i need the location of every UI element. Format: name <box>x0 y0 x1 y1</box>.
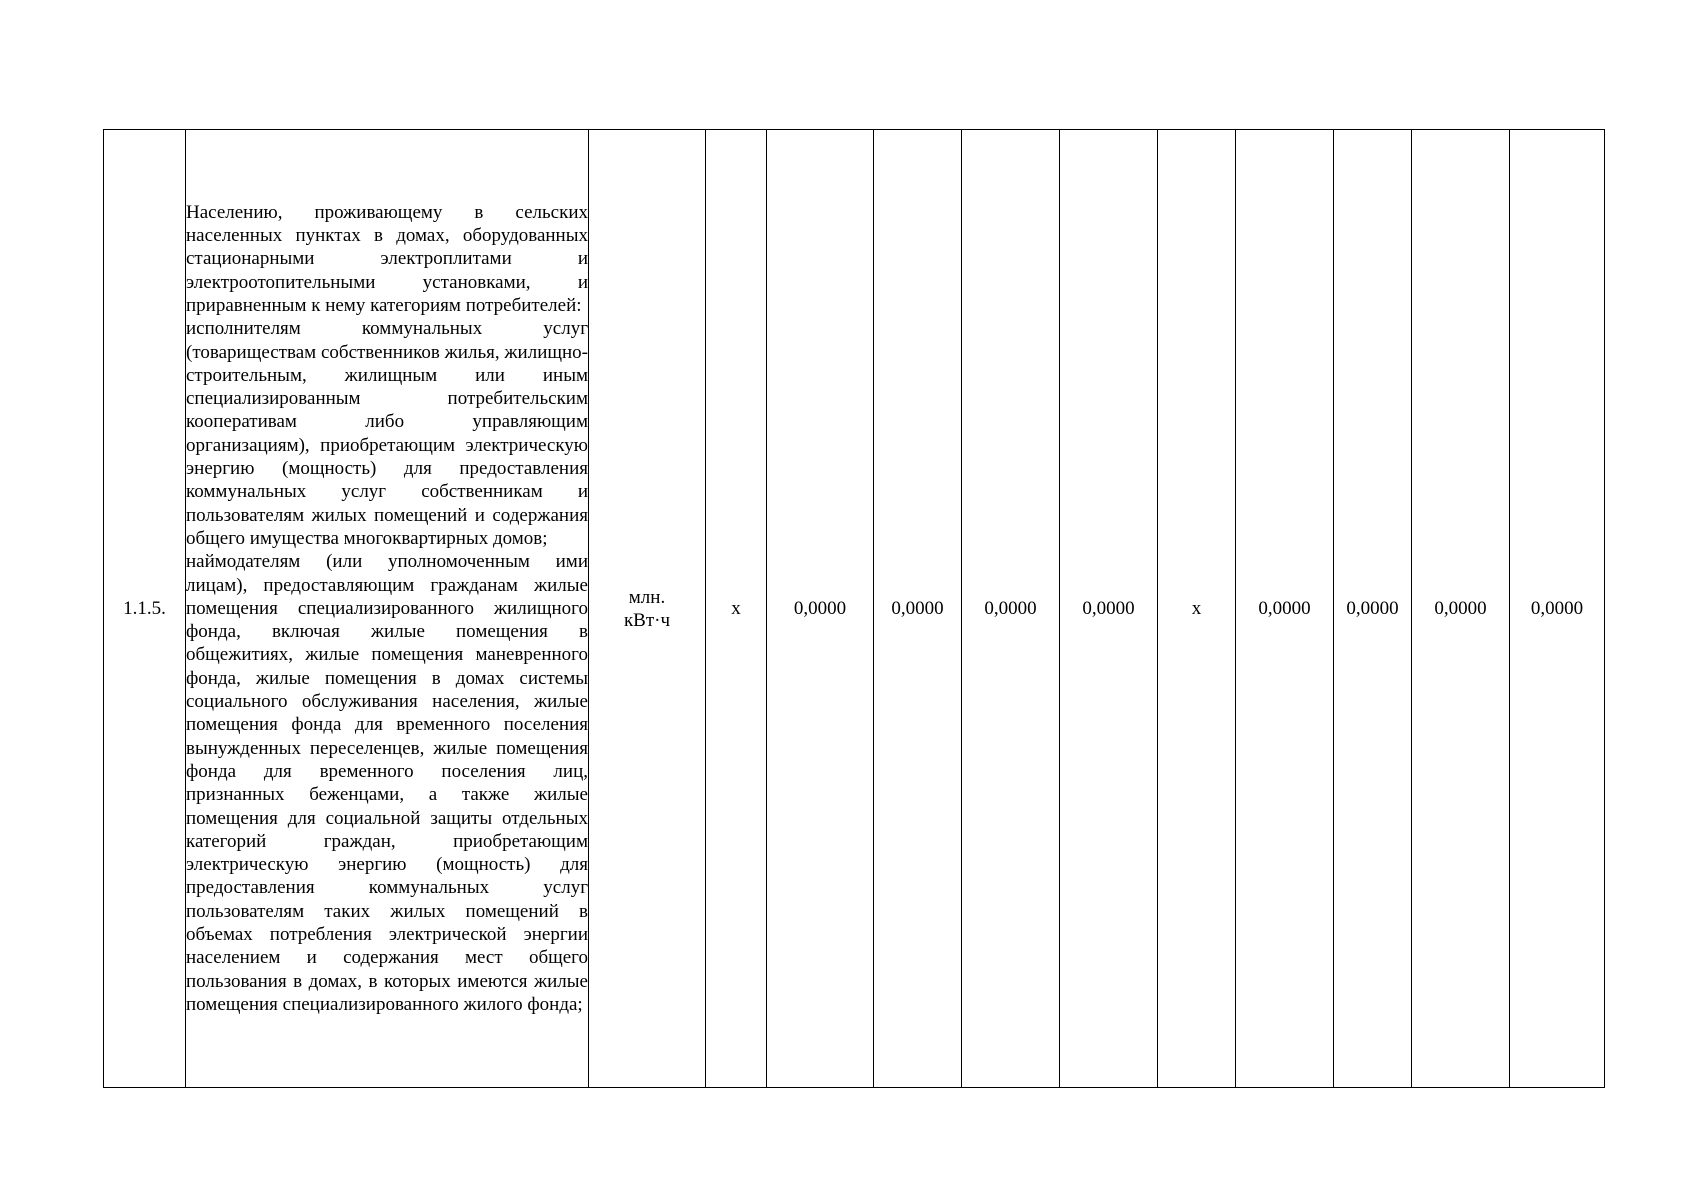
value-cell-10 <box>1510 130 1605 1088</box>
value-6: x <box>1191 597 1202 619</box>
value-7: 0,0000 <box>1258 597 1311 619</box>
unit-line-2: кВт·ч <box>623 609 671 631</box>
value-5: 0,0000 <box>1082 597 1135 619</box>
value-cell-1 <box>706 130 767 1088</box>
value-cell-6 <box>1158 130 1236 1088</box>
description-paragraph-3: наймодателям (или уполномоченным ими лицам), предоставляющим гражданам жилые помещения специализированного жилищного фонда, включая жилые помещения в общежитиях, жилые помещения маневренного фонда, жилые помещения в домах системы социального обслуживания населения, жилые помещения фонда для временного поселения вынужденных переселенцев, жилые помещения фонда для временного поселения лиц, признанных беженцами, а также жилые помещения для социальной защиты отдельных категорий граждан, приобретающим электрическую энергию (мощность) для предоставления коммунальных услуг пользователям таких жилых помещений в объемах потребления электрической энергии населением и содержания мест общего пользования в домах, в которых имеются жилые помещения специализированного жилого фонда; <box>186 551 588 1015</box>
value-cell-2 <box>767 130 874 1088</box>
value-3: 0,0000 <box>891 597 944 619</box>
value-2: 0,0000 <box>793 597 847 619</box>
row-number: 1.1.5. <box>123 597 166 619</box>
tariff-table <box>103 129 1605 1088</box>
value-cell-4 <box>962 130 1060 1088</box>
value-cell-8 <box>1334 130 1412 1088</box>
value-cell-7 <box>1236 130 1334 1088</box>
value-4: 0,0000 <box>984 597 1037 619</box>
value-cell-5 <box>1060 130 1158 1088</box>
value-cell-9 <box>1412 130 1510 1088</box>
value-9: 0,0000 <box>1434 597 1487 619</box>
description-paragraph-2: исполнителям коммунальных услуг (товариществам собственников жилья, жилищно-строительным, жилищным или иным специализированным потребительским кооперативам либо управляющим организациям), приобретающим электрическую энергию (мощность) для предоставления коммунальных услуг собственникам и пользователям жилых помещений и содержания общего имущества многоквартирных домов; <box>186 318 588 549</box>
unit-cell <box>589 130 706 1088</box>
value-8: 0,0000 <box>1346 597 1399 619</box>
value-cell-3 <box>874 130 962 1088</box>
row-number-cell <box>104 130 186 1088</box>
value-10: 0,0000 <box>1530 597 1584 619</box>
unit-line-1: млн. <box>628 586 666 608</box>
value-1: x <box>731 597 741 619</box>
description-cell <box>186 130 589 1088</box>
description-paragraph-1: Населению, проживающему в сельских населенных пунктах в домах, оборудованных стационарными электроплитами и электроотопительными установками, и приравненным к нему категориям потребителей: <box>186 201 588 316</box>
table-row <box>104 130 1605 1088</box>
